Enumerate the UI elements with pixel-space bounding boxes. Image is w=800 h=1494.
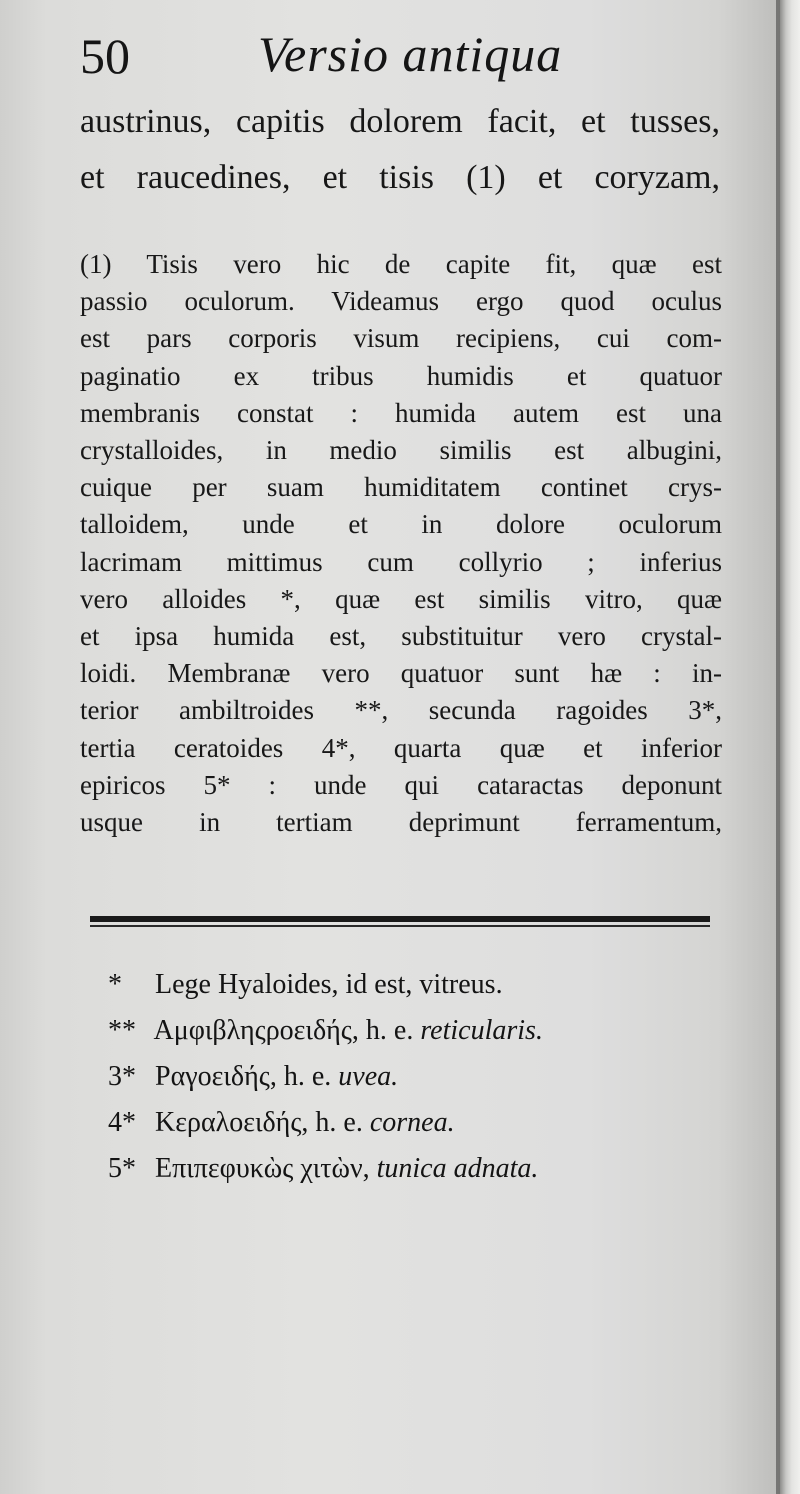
note-line: paginatio ex tribus humidis et quatuor xyxy=(80,360,722,391)
footnote-line xyxy=(108,1054,728,1100)
footnote-mark: ** xyxy=(108,1015,136,1046)
footnote-line xyxy=(108,1100,728,1146)
note-line: talloidem, unde et in dolore oculorum xyxy=(80,509,722,540)
footnote-text: Κεραλοειδής, h. e. xyxy=(155,1107,363,1138)
footnote-text: Επιπεφυκὼς χιτὼν, xyxy=(155,1153,370,1184)
footnote-line xyxy=(108,1146,728,1192)
commentary-note-block xyxy=(80,246,722,841)
running-head: Versio antiqua xyxy=(258,26,563,82)
main-text-line: et raucedines, et tisis (1) et coryzam, xyxy=(80,159,720,196)
footnote-divider-rule-thin xyxy=(90,925,710,927)
footnote-translation: cornea. xyxy=(369,1107,455,1138)
footnote-text: Ραγοειδής, h. e. xyxy=(155,1061,332,1092)
note-line: epiricos 5* : unde qui cataractas deponunt xyxy=(80,769,722,800)
footnote-mark: 3* xyxy=(108,1061,136,1092)
note-line: membranis constat : humida autem est una xyxy=(80,397,722,428)
note-line: passio oculorum. Videamus ergo quod oculus xyxy=(80,286,722,317)
page-header xyxy=(80,18,720,88)
footnote-mark: * xyxy=(108,969,122,1000)
footnotes-block xyxy=(108,962,728,1192)
note-line: tertia ceratoides 4*, quarta quæ et inferior xyxy=(80,732,722,763)
footnote-mark: 5* xyxy=(108,1153,136,1184)
note-line: terior ambiltroides **, secunda ragoides 3*, xyxy=(80,695,722,726)
note-line: crystalloides, in medio similis est albugini, xyxy=(80,435,722,466)
footnote-translation: tunica adnata. xyxy=(376,1153,539,1184)
footnote-translation: reticularis. xyxy=(420,1015,543,1046)
note-line: loidi. Membranæ vero quatuor sunt hæ : in- xyxy=(80,658,722,689)
note-line: usque in tertiam deprimunt ferramentum, xyxy=(80,807,722,838)
footnote-divider-rule xyxy=(90,916,710,922)
note-line: (1) Tisis vero hic de capite fit, quæ est xyxy=(80,249,722,279)
facing-page-edge xyxy=(780,0,800,1494)
note-line: et ipsa humida est, substituitur vero crystal- xyxy=(80,621,722,652)
footnote-line xyxy=(108,962,728,1008)
note-line: vero alloides *, quæ est similis vitro, quæ xyxy=(80,583,722,614)
footnote-text: Αμφιβληςροειδής, h. e. xyxy=(153,1015,414,1046)
note-line: est pars corporis visum recipiens, cui com- xyxy=(80,323,722,354)
footnote-mark: 4* xyxy=(108,1107,136,1138)
main-text-block xyxy=(80,94,720,206)
page-number: 50 xyxy=(80,28,130,84)
note-line: cuique per suam humiditatem continet crys- xyxy=(80,472,722,503)
footnote-line xyxy=(108,1008,728,1054)
footnote-translation: uvea. xyxy=(338,1061,399,1092)
main-text-line: austrinus, capitis dolorem facit, et tusses, xyxy=(80,103,720,140)
footnote-text: Lege Hyaloides, id est, vitreus. xyxy=(155,969,503,1000)
note-line: lacrimam mittimus cum collyrio ; inferius xyxy=(80,546,722,577)
